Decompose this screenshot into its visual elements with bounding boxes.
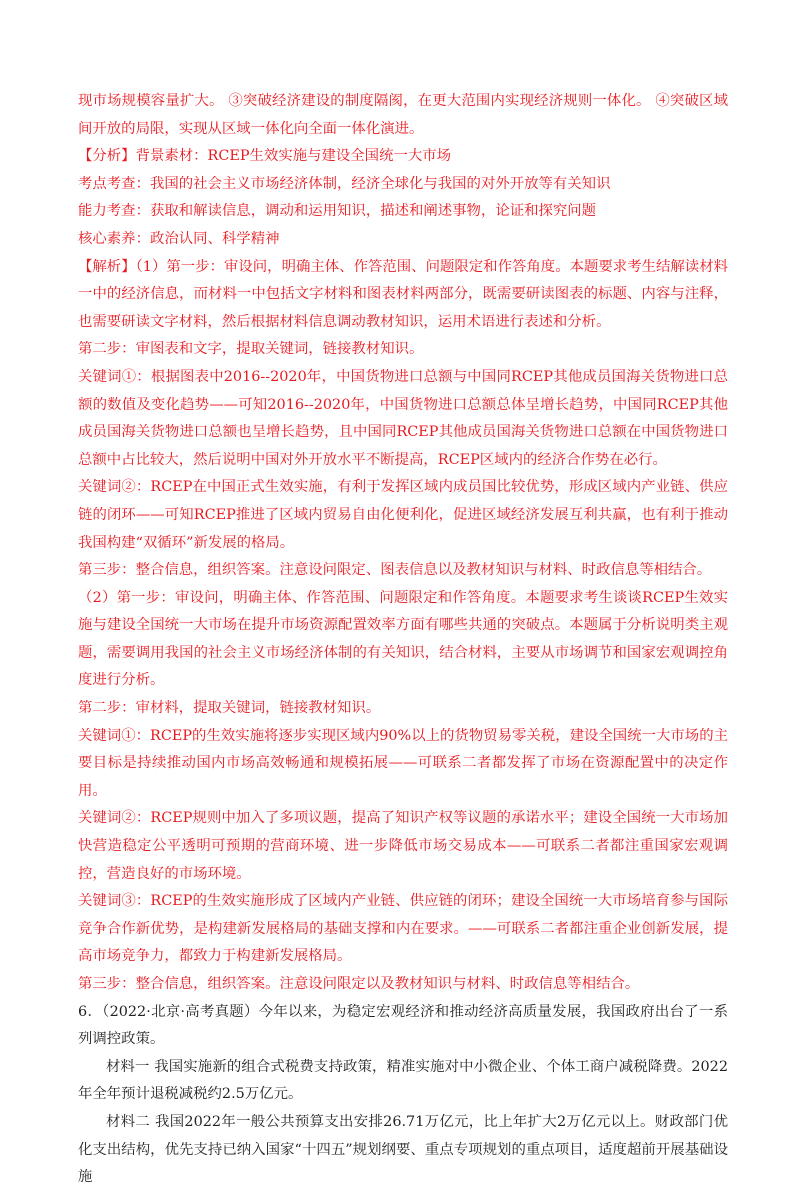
keyword-2-part-1: 关键词②：RCEP在中国正式生效实施，有利于发挥区域内成员国比较优势，形成区域内产业链、供应链的闭环——可知RCEP推进了区域内贸易自由化便利化，促进区域经济发展互利共赢，也有利于推动我国构建“双循环”新发展的格局。 [78,479,728,551]
step-3-part-1: 第三步：整合信息，组织答案。注意设问限定、图表信息以及教材知识与材料、时政信息等相结合。 [78,562,712,579]
step-3-part-2: 第三步：整合信息，组织答案。注意设问限定以及教材知识与材料、时政信息等相结合。 [78,976,640,992]
step-2-part-1: 第二步：审图表和文字，提取关键词，链接教材知识。 [78,341,424,358]
step-2-part-2: 第二步：审材料，提取关键词，链接教材知识。 [78,700,381,717]
points-examined: 考点考查：我国的社会主义市场经济体制，经济全球化与我国的对外开放等有关知识 [78,175,611,192]
keyword-1-part-1: 关键词①：根据图表中2016--2020年，中国货物进口总额与中国同RCEP其他成员国海关货物进口总额的数值及变化趋势——可知2016--2020年，中国货物进口总额总体呈增长趋势，中国同RCEP其他成员国海关货物进口总额也呈增长趋势，且中国同RCEP其他成员国海关货物进口总额在中国货物进口总额中占比较大，然后说明中国对外开放水平不断提高，RCEP区域内的经济合作势在必行。 [78,368,728,468]
analysis-title: 【分析】背景素材：RCEP生效实施与建设全国统一大市场 [78,148,452,165]
core-literacy: 核心素养：政治认同、科学精神 [78,230,280,247]
keyword-3-part-2: 关键词③：RCEP的生效实施形成了区域内产业链、供应链的闭环；建设全国统一大市场培育参与国际竞争合作新优势，是构建新发展格局的基础支撑和内在要求。——可联系二者都注重企业创新发展，提高市场竞争力，都致力于构建新发展格局。 [78,893,728,965]
keyword-1-part-2: 关键词①：RCEP的生效实施将逐步实现区域内90%以上的货物贸易零关税，建设全国统一大市场的主要目标是持续推动国内市场高效畅通和规模拓展——可联系二者都发挥了市场在资源配置中的决定作用。 [78,727,728,799]
question-stem: 6．（2022·北京·高考真题）今年以来，为稳定宏观经济和推动经济高质量发展，我国政府出台了一系列调控政策。 [78,1003,728,1048]
answer-intro: 现市场规模容量扩大。 ③突破经济建设的制度隔阂，在更大范围内实现经济规则一体化。 ④突破区域间开放的局限，实现从区域一体化向全面一体化演进。 [78,93,728,137]
material-2: 材料二 我国2022年一般公共预算支出安排26.71万亿元，比上年扩大2万亿元以上。财政部门优化支出结构，优先支持已纳入国家“十四五”规划纲要、重点专项规划的重点项目，适度超前开展基础设施 [78,1113,728,1186]
ability-examined: 能力考查：获取和解读信息，调动和运用知识，描述和阐述事物，论证和探究问题 [78,203,597,220]
keyword-2-part-2: 关键词②：RCEP规则中加入了多项议题，提高了知识产权等议题的承诺水平；建设全国统一大市场加快营造稳定公平透明可预期的营商环境、进一步降低市场交易成本——可联系二者都注重国家宏观调控，营造良好的市场环境。 [78,810,728,882]
explanation-part-2: （2）第一步：审设问，明确主体、作答范围、问题限定和作答角度。本题要求考生谈谈RCEP生效实施与建设全国统一大市场在提升市场资源配置效率方面有哪些共通的突破点。本题属于分析说明类主观题，需要调用我国的社会主义市场经济体制的有关知识，结合材料，主要从市场调节和国家宏观调控角度进行分析。 [78,589,728,689]
explanation-part-1: 【解析】（1）第一步：审设问，明确主体、作答范围、问题限定和作答角度。本题要求考生结解读材料一中的经济信息，而材料一中包括文字材料和图表材料两部分，既需要研读图表的标题、内容与注释，也需要研读文字材料，然后根据材料信息调动教材知识，运用术语进行表述和分析。 [78,258,728,330]
document-page [78,88,728,1192]
material-1: 材料一 我国实施新的组合式税费支持政策，精准实施对中小微企业、个体工商户减税降费。2022年全年预计退税减税约2.5万亿元。 [78,1058,728,1103]
